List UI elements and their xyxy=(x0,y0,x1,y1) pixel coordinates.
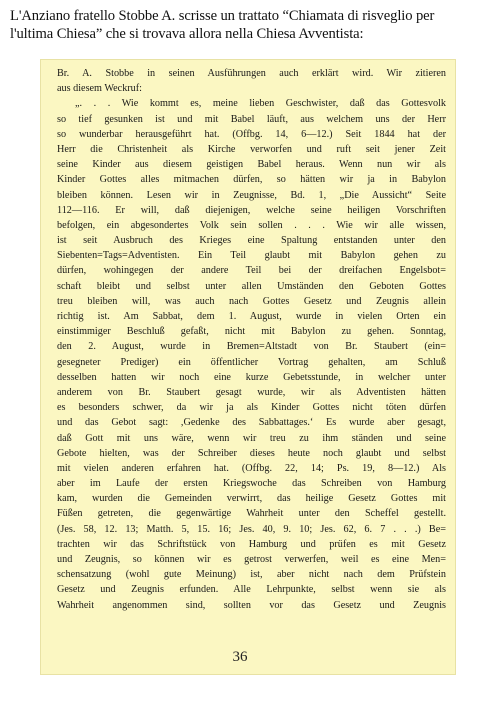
excerpt-line: gesegneter Prediger) ein öffentlicher Vortrag gehalten, am Schluß xyxy=(57,356,446,368)
excerpt-line: den 2. August, wurde in Bremen=Altstadt von Br. Staubert (ein= xyxy=(57,341,446,353)
excerpt-line: und Zeugnis, so können wir es getrost verwerfen, weil es eine Men= xyxy=(57,554,446,565)
excerpt-line: treu bleiben will, was auch nach Gottes Gesetz und Zeugnis allein xyxy=(57,295,446,307)
excerpt-line: Gesetz und Zeugnis erfunden. Alle Lehrpunkte, selbst wenn sie als xyxy=(57,584,446,596)
excerpt-line: Siebenten=Tags=Adventisten. Ein Teil glaubt mit Babylon gehen zu xyxy=(57,250,446,262)
excerpt-line: befolgen, ein abgesondertes Volk sein sollen . . . Wie wir alle wissen, xyxy=(57,219,446,231)
excerpt-line: aus diesem Weckruf: xyxy=(57,83,142,95)
excerpt-text xyxy=(57,66,446,613)
excerpt-line: Br. A. Stobbe in seinen Ausführungen auch erklärt wird. Wir zitieren xyxy=(57,68,446,79)
excerpt-line: richtig ist. Am Sabbat, dem 1. August, wurde in vielen Orten ein xyxy=(57,311,446,322)
excerpt-line: (Jes. 58, 12. 13; Matth. 5, 15. 16; Jes. 40, 9. 10; Jes. 62, 6. 7 . . .) Be= xyxy=(57,523,446,535)
excerpt-line: ist seit Ausbruch des Krieges eine Spaltung entstanden unter den xyxy=(57,235,446,247)
excerpt-line: und das Gebot sagt: ,Gedenke des Sabbattages.‘ Es wurde aber gesagt, xyxy=(57,417,446,429)
page-number: 36 xyxy=(232,649,248,665)
excerpt-line: seine Kinder aus diesem geistigen Babel heraus. Wenn nun wir als xyxy=(57,159,446,171)
excerpt-line: schaft bleibt und selbst unter allen Umständen den Geboten Gottes xyxy=(57,280,446,292)
excerpt-line: so tief gesunken ist und mit Babel läuft, aus welchem uns der Herr xyxy=(57,113,446,125)
excerpt-line: daß Gott mit uns wäre, wenn wir treu zu ihm ständen und seine xyxy=(57,432,446,444)
excerpt-line: bleiben können. Lesen wir in Zeugnisse, Bd. 1, „Die Aussicht“ Seite xyxy=(57,189,446,201)
excerpt-line: desselben hatten wir noch eine kurze Gebetsstunde, in welcher unter xyxy=(57,371,446,383)
scanned-excerpt xyxy=(40,59,456,675)
intro-line: l'ultima Chiesa” che si trovava allora nella Chiesa Avventista: xyxy=(10,26,364,42)
excerpt-line: trachten wir das Schriftstück von Hamburg und prüfen es mit Gesetz xyxy=(57,538,446,550)
intro-line: L'Anziano fratello Stobbe A. scrisse un trattato “Chiamata di risveglio per xyxy=(10,8,435,24)
intro-paragraph xyxy=(10,7,472,43)
excerpt-line: so wunderbar herausgeführt hat. (Offbg. 14, 6—12.) Seit 1844 hat der xyxy=(57,128,446,140)
excerpt-line: Gebote hielten, was der Schreiber dieses heute noch glaubt und selbst xyxy=(57,447,446,459)
excerpt-line: anderem von Br. Staubert gesagt wurde, wir als Adventisten hätten xyxy=(57,386,446,398)
excerpt-line: aber im Laufe der ersten Kriegswoche das Schreiben von Hamburg xyxy=(57,478,446,490)
excerpt-line: 112—116. Er will, daß diejenigen, welche seine heiligen Vorschriften xyxy=(57,204,446,216)
excerpt-line: kam, wurden die Gemeinden verwirrt, das heilige Gesetz Gottes mit xyxy=(57,493,446,505)
excerpt-line: „. . . Wie kommt es, meine lieben Geschwister, daß das Gottesvolk xyxy=(75,98,446,110)
excerpt-line: schensatzung (wohl gute Meinung) ist, aber nicht nach dem Prüfstein xyxy=(57,569,446,581)
excerpt-line: es besonders schwer, da wir ja als Kinder Gottes nicht töten dürfen xyxy=(57,402,446,414)
excerpt-line: mit vielen anderen erfahren hat. (Offbg. 22, 14; Ps. 19, 8—12.) Als xyxy=(57,462,446,474)
excerpt-line: Herr die Christenheit als Kirche verworfen und ruft seit jener Zeit xyxy=(57,143,446,155)
excerpt-line: Wahrheit angenommen sind, sollten vor das Gesetz und Zeugnis xyxy=(57,599,446,611)
excerpt-line: Füßen getreten, die gegenwärtige Wahrheit unter den Scheffel gestellt. xyxy=(57,508,446,520)
excerpt-line: dürfen, wohingegen der andere Teil bei der dreifachen Engelsbot= xyxy=(57,265,446,277)
excerpt-line: Kinder Gottes alles mitmachen dürfen, so hätten wir ja in Babylon xyxy=(57,174,446,186)
excerpt-line: einstimmiger Beschluß gefaßt, nicht mit Babylon zu gehen. Sonntag, xyxy=(57,326,446,338)
